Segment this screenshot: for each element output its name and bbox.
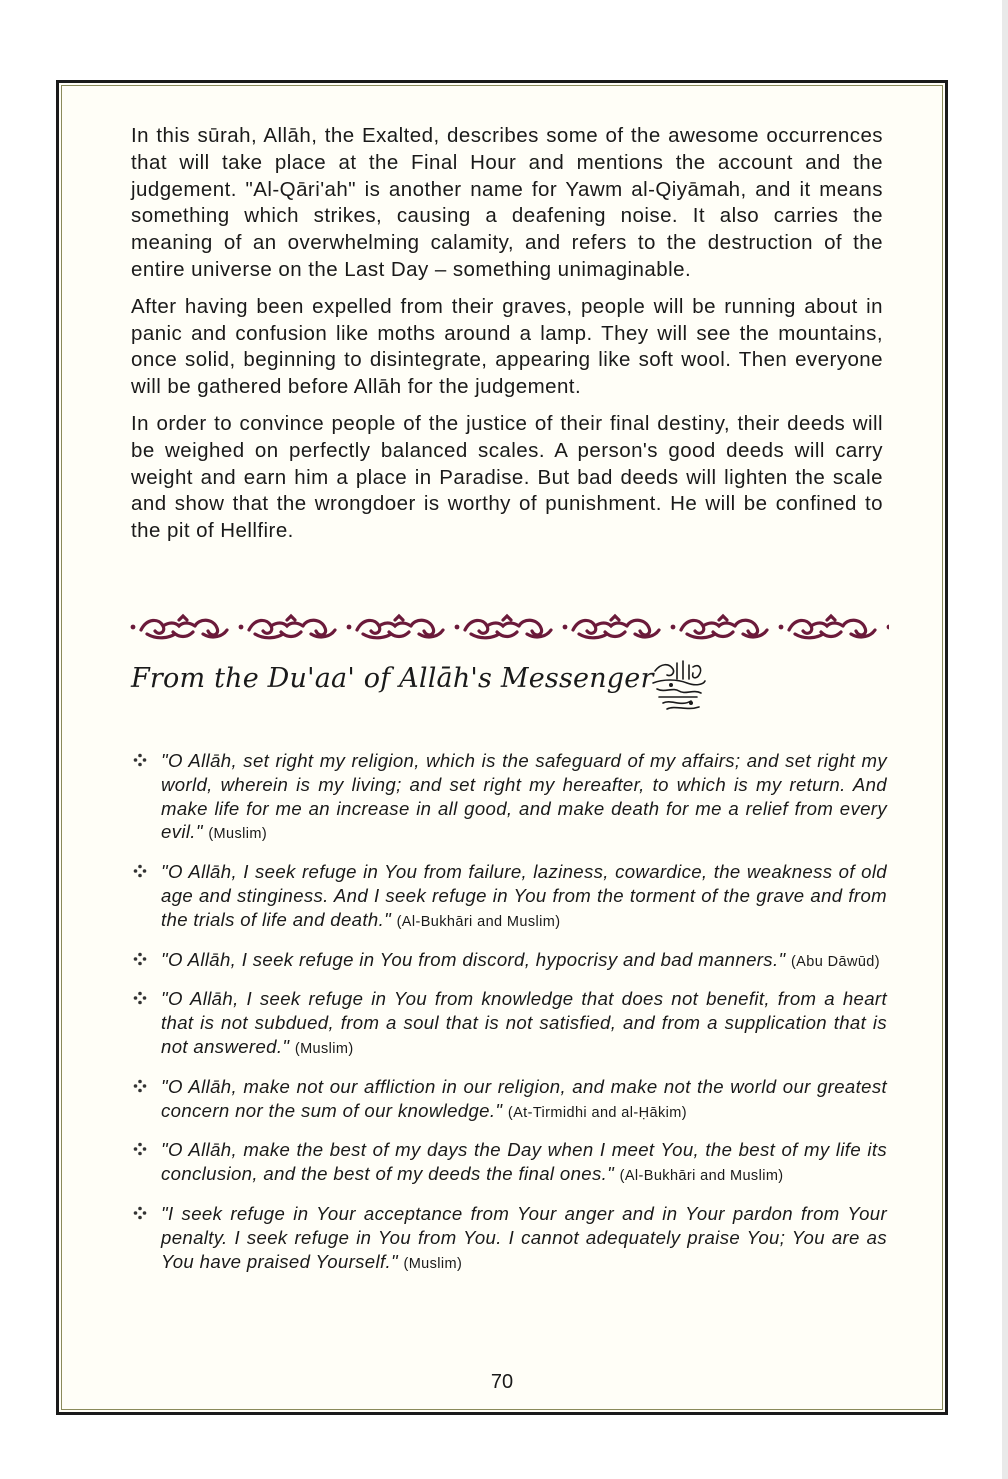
- list-item: [127, 1138, 887, 1189]
- list-item: [127, 749, 887, 847]
- page-edge: [1002, 0, 1008, 1479]
- page-number: 70: [490, 1371, 514, 1393]
- dua-text: "O Allāh, make the best of my days the Day when I meet You, the best of my life its conclusion, and the best of my deeds the final ones.": [161, 1139, 887, 1185]
- page-frame: [56, 80, 948, 1415]
- section-heading: From the Du'aa' of Allāh's Messenger: [131, 663, 654, 694]
- dua-source: (Muslim): [403, 1255, 463, 1272]
- dua-text: "O Allāh, I seek refuge in You from failure, laziness, cowardice, the weakness of old age and stinginess. And I seek refuge in You from the torment of the grave and from the trials of life and death.": [161, 861, 887, 930]
- dua-source: (Al-Bukhāri and Muslim): [619, 1168, 784, 1185]
- diamond-bullet-icon: [133, 1079, 147, 1093]
- dua-list: [127, 749, 887, 1289]
- diamond-bullet-icon: [133, 753, 147, 767]
- ornament-motif: [347, 616, 443, 638]
- ornament-motif: [455, 616, 551, 638]
- list-item: [127, 860, 887, 934]
- list-item: [127, 1075, 887, 1126]
- ornament-motif: [239, 616, 335, 638]
- ornament-motif: [779, 616, 875, 638]
- intro-paragraph: In this sūrah, Allāh, the Exalted, describes some of the awesome occurrences that will take place at the Final Hour and mentions the account and the judgement. "Al-Qāri'ah" is another name for Yawm al-Qiyāmah, and it means something which strikes, causing a deafening noise. It also carries the meaning of an overwhelming calamity, and refers to the destruction of the entire universe on the Last Day – something unimaginable.: [131, 124, 883, 281]
- dua-text: "O Allāh, make not our affliction in our religion, and make not the world our greatest concern nor the sum of our knowledge.": [161, 1075, 887, 1121]
- intro-paragraph: After having been expelled from their graves, people will be running about in panic and confusion like moths around a lamp. They will see the mountains, once solid, beginning to disintegrate, appearing like soft wool. Then everyone will be gathered before Allāh for the judgement.: [131, 294, 883, 399]
- dua-text: "O Allāh, set right my religion, which is the safeguard of my affairs; and set right my world, wherein is my living; and set right my hereafter, to which is my return. And make life for me an increase in all good, and make death for me a relief from every evil.": [161, 750, 887, 843]
- intro-paragraph: In order to convince people of the justice of their final destiny, their deeds will be weighed on perfectly balanced scales. A person's good deeds will carry weight and earn him a place in Paradise. But bad deeds will lighten the scale and show that the wrongdoer is worthy of punishment. He will be confined to the pit of Hellfire.: [131, 411, 883, 543]
- list-item: [127, 1202, 887, 1276]
- ornament-end-dot: [887, 625, 889, 630]
- dua-source: (Abu Dāwūd): [790, 953, 880, 970]
- intro-section: [131, 123, 883, 555]
- dua-text: "O Allāh, I seek refuge in You from discord, hypocrisy and bad manners.": [161, 948, 786, 970]
- arabic-calligraphy-salutation-icon: [647, 657, 709, 713]
- ornament-motif: [671, 616, 767, 638]
- diamond-bullet-icon: [133, 952, 147, 966]
- dua-text: "I seek refuge in Your acceptance from Your anger and in Your pardon from Your penalty. I seek refuge in You from You. I cannot adequately praise You; You are as You have praised Yourself.": [161, 1202, 887, 1272]
- ornament-motif: [563, 616, 659, 638]
- diamond-bullet-icon: [133, 991, 147, 1005]
- dua-source: (At-Tirmidhi and al-Ḥākim): [507, 1104, 687, 1121]
- diamond-bullet-icon: [133, 864, 147, 878]
- ornament-motif: [131, 616, 227, 638]
- dua-source: (Muslim): [208, 826, 268, 843]
- diamond-bullet-icon: [133, 1206, 147, 1220]
- dua-source: (Muslim): [294, 1040, 354, 1057]
- dua-text: "O Allāh, I seek refuge in You from knowledge that does not benefit, from a heart that is not subdued, from a soul that is not satisfied, and from a supplication that is not answered.": [161, 988, 887, 1057]
- diamond-bullet-icon: [133, 1142, 147, 1156]
- floral-ornament-divider: [129, 610, 889, 644]
- dua-source: (Al-Bukhāri and Muslim): [396, 913, 561, 930]
- list-item: [127, 987, 887, 1061]
- list-item: [127, 948, 887, 975]
